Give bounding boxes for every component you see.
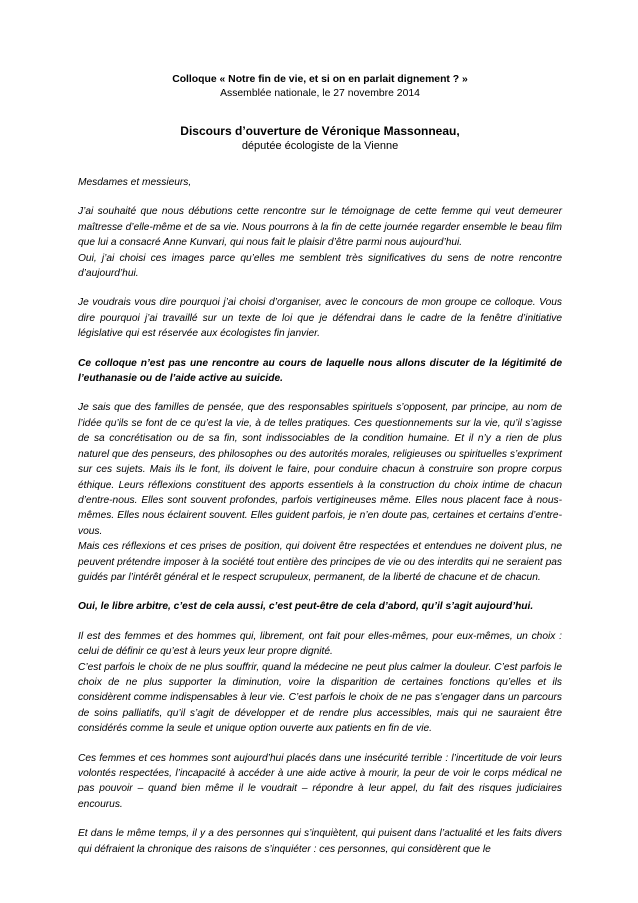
paragraph-not-debate: Ce colloque n’est pas une rencontre au cours de laquelle nous allons discuter de la légitimité de l’euthanasie ou de l’aide active au suicide. (78, 357, 562, 385)
paragraph-why: Je voudrais vous dire pourquoi j’ai choisi d’organiser, avec le concours de mon groupe ce colloque. Vous dire pourquoi j’ai travaillé sur un texte de loi que je défendrai dans le cadre de la fenêtre d’initiative législative qui est réservée aux écologistes fin janvier. (78, 297, 562, 340)
paragraph-intro: J’ai souhaité que nous débutions cette rencontre sur le témoignage de cette femme qui veut demeurer maîtresse d’elle-même et de sa vie. Nous pourrons à la fin de cette journée regarder ensemble le beau film que lui a consacré Anne Kunvari, qui nous fait le plaisir d’être parmi nous aujourd’hui. (78, 206, 562, 249)
paragraph-choice: Il est des femmes et des hommes qui, librement, ont fait pour elles-mêmes, pour eux-mêmes, un choix : celui de définir ce qu’est à leurs yeux leur propre dignité. (78, 630, 562, 658)
paragraph-worried: Et dans le même temps, il y a des personnes qui s’inquiètent, qui puisent dans l’actualité et les faits divers qui défraient la chronique des raisons de s’inquiéter : ces personnes, qui considèrent que le (78, 828, 562, 855)
paragraph-families: Je sais que des familles de pensée, que des responsables spirituels s’opposent, par principe, au nom de l’idée qu’ils se font de ce qu’est la vie, à de telles pratiques. Ces questionnements sur la vie, qu’il s’agisse de sa concrétisation ou de sa fin, sont indissociables de la condition humaine. Et il n’y a rien de plus naturel que des penseurs, des philosophes ou des autorités morales, religieuses ou spirituelles s’expriment sur ces sujets. Mais ils le font, ils doivent le faire, pour conduire chacun à construire son propre corpus éthique. Leurs réflexions constituent des apports essentiels à la construction du choix intime de chacun d’entre-nous. Elles sont souvent profondes, parfois vertigineuses même. Elles nous placent face à nous-mêmes. Elles nous éclairent souvent. Elles guident parfois, je n’en doute pas, certaines et certains d’entre-vous. (78, 402, 562, 537)
paragraph-insecurity: Ces femmes et ces hommes sont aujourd’hui placés dans une insécurité terrible : l’incertitude de voir leurs volontés respectées, l’incapacité à accéder à une aide active à mourir, la peur de voir le corps médical ne pas pouvoir – quand bien même il le voudrait – répondre à leur appel, du fait des risques judiciaires encourus. (78, 752, 562, 810)
speech-subtitle: députée écologiste de la Vienne (241, 140, 399, 152)
venue-date: Assemblée nationale, le 27 novembre 2014 (220, 88, 420, 99)
paragraph-salutation: Mesdames et messieurs, (78, 177, 192, 188)
paragraph-suffering: C’est parfois le choix de ne plus souffrir, quand la médecine ne peut plus calmer la douleur. C’est parfois le choix de ne plus supporter la diminution, voire la disparition de certaines fonctions qu’elles et ils considèrent comme indispensables à leur vie. C’est parfois le choix de ne pas s’engager dans un parcours de soins palliatifs, qu’il s’agit de développer et de rendre plus accessibles, mais qui ne sauraient être considérés comme la seule et unique option ouverte aux patients en fin de vie. (78, 661, 562, 735)
paragraph-reflections: Mais ces réflexions et ces prises de position, qui doivent être respectées et entendues ne doivent plus, ne peuvent prétendre imposer à la société tout entière des principes de vie ou des interdits qui ne seraient pas guidés par l’intérêt général et le respect scrupuleux, permanent, de la liberté de chacune et de chacun. (78, 541, 562, 583)
paragraph-free-will: Oui, le libre arbitre, c’est de cela aussi, c’est peut-être de cela d’abord, qu’il s’agit aujourd’hui. (78, 601, 534, 613)
speech-title: Discours d’ouverture de Véronique Massonneau, (180, 124, 460, 138)
paragraph-images: Oui, j’ai choisi ces images parce qu’elles me semblent très significatives du sens de notre rencontre d’aujourd’hui. (78, 252, 562, 280)
colloque-title: Colloque « Notre fin de vie, et si on en parlait dignement ? » (172, 74, 468, 85)
